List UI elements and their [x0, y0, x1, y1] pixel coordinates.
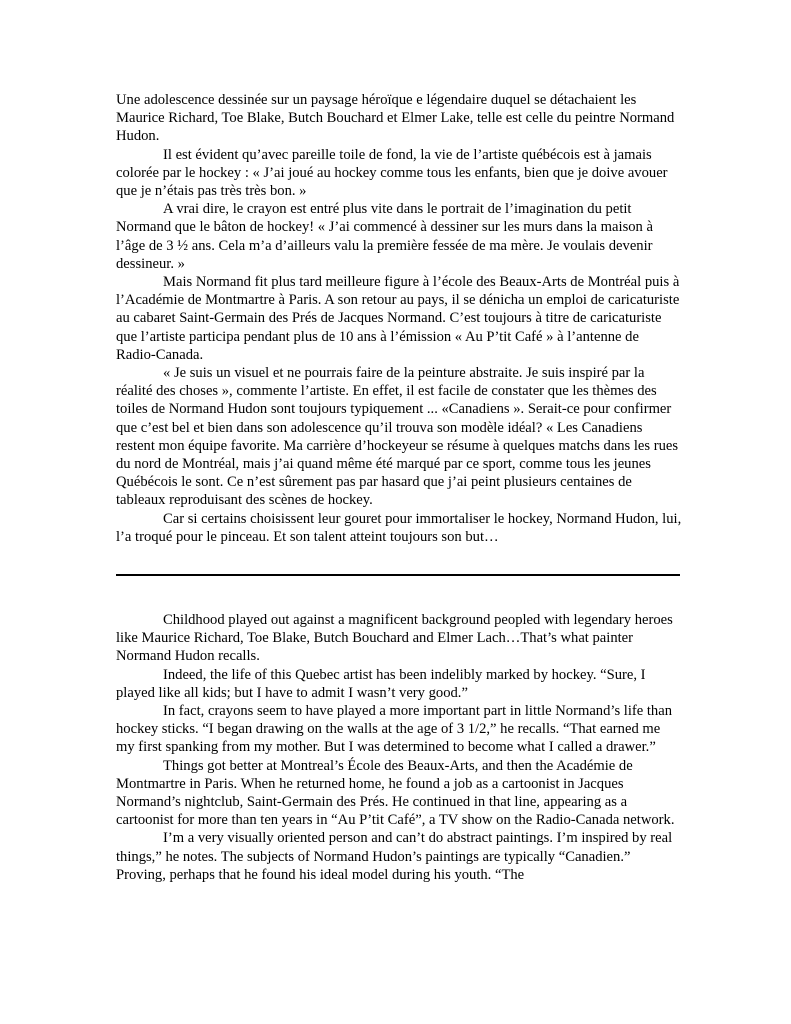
- english-paragraph-2: Indeed, the life of this Quebec artist has been indelibly marked by hockey. “Sure, I played like all kids; but I have to admit I wasn’t very good.”: [116, 666, 646, 701]
- english-paragraph-1: Childhood played out against a magnificent background peopled with legendary heroes like Maurice Richard, Toe Blake, Butch Bouchard and Elmer Lach…That’s what painter Normand Hudon recalls.: [116, 612, 673, 665]
- english-paragraph-5: I’m a very visually oriented person and can’t do abstract paintings. I’m inspired by real things,” he notes. The subjects of Normand Hudon’s paintings are typically “Canadien.” Proving, perhaps that he found his ideal model during his youth. “The: [116, 830, 673, 883]
- french-paragraph-1: Une adolescence dessinée sur un paysage héroïque e légendaire duquel se détachaient les Maurice Richard, Toe Blake, Butch Bouchard et Elmer Lake, telle est celle du peintre Normand Hudon.: [116, 92, 675, 145]
- english-section: [116, 611, 682, 884]
- french-section: [116, 91, 682, 546]
- french-paragraph-4: Mais Normand fit plus tard meilleure figure à l’école des Beaux-Arts de Montréal puis à l’Académie de Montmartre à Paris. A son retour au pays, il se dénicha un emploi de caricaturiste au cabaret Saint-Germain des Prés de Jacques Normand. C’est toujours à titre de caricaturiste que l’artiste participa pendant plus de 10 ans à l’émission « Au P’tit Café » à l’antenne de Radio-Canada.: [116, 274, 680, 363]
- english-paragraph-3: In fact, crayons seem to have played a more important part in little Normand’s life than hockey sticks. “I began drawing on the walls at the age of 3 1/2,” he recalls. “That earned me my first spanking from my mother. But I was determined to become what I called a drawer.”: [116, 703, 672, 756]
- section-divider: [116, 574, 680, 576]
- french-paragraph-5: « Je suis un visuel et ne pourrais faire de la peinture abstraite. Je suis inspiré par la réalité des choses », commente l’artiste. En effet, il est facile de constater que les thèmes des toiles de Normand Hudon sont toujours typiquement ... «Canadiens ». Serait-ce pour confirmer que c’est bel et bien dans son adolescence qu’il trouva son modèle idéal? « Les Canadiens restent mon équipe favorite. Ma carrière d’hockeyeur se résume à quelques matchs dans les rues du nord de Montréal, mais j’ai quand même été marqué par ce sport, comme tous les jeunes Québécois le sont. Ce n’est sûrement pas par hasard que j’ai peint plusieurs centaines de tableaux reproduisant des scènes de hockey.: [116, 365, 679, 509]
- french-paragraph-6: Car si certains choisissent leur gouret pour immortaliser le hockey, Normand Hudon, lui, l’a troqué pour le pinceau. Et son talent atteint toujours son but…: [116, 510, 682, 545]
- french-paragraph-3: A vrai dire, le crayon est entré plus vite dans le portrait de l’imagination du petit Normand que le bâton de hockey! « J’ai commencé à dessiner sur les murs dans la maison à l’âge de 3 ½ ans. Cela m’a d’ailleurs valu la première fessée de ma mère. Je voulais devenir dessineur. »: [116, 201, 653, 272]
- english-paragraph-4: Things got better at Montreal’s École des Beaux-Arts, and then the Académie de Montmartre in Paris. When he returned home, he found a job as a cartoonist in Jacques Normand’s nightclub, Saint-Germain des Prés. He continued in that line, appearing as a cartoonist for more than ten years in “Au P’tit Café”, a TV show on the Radio-Canada network.: [116, 757, 675, 829]
- french-paragraph-2: Il est évident qu’avec pareille toile de fond, la vie de l’artiste québécois est à jamais colorée par le hockey : « J’ai joué au hockey comme tous les enfants, bien que je doive avouer que je n’étais pas très très bon. »: [116, 146, 668, 200]
